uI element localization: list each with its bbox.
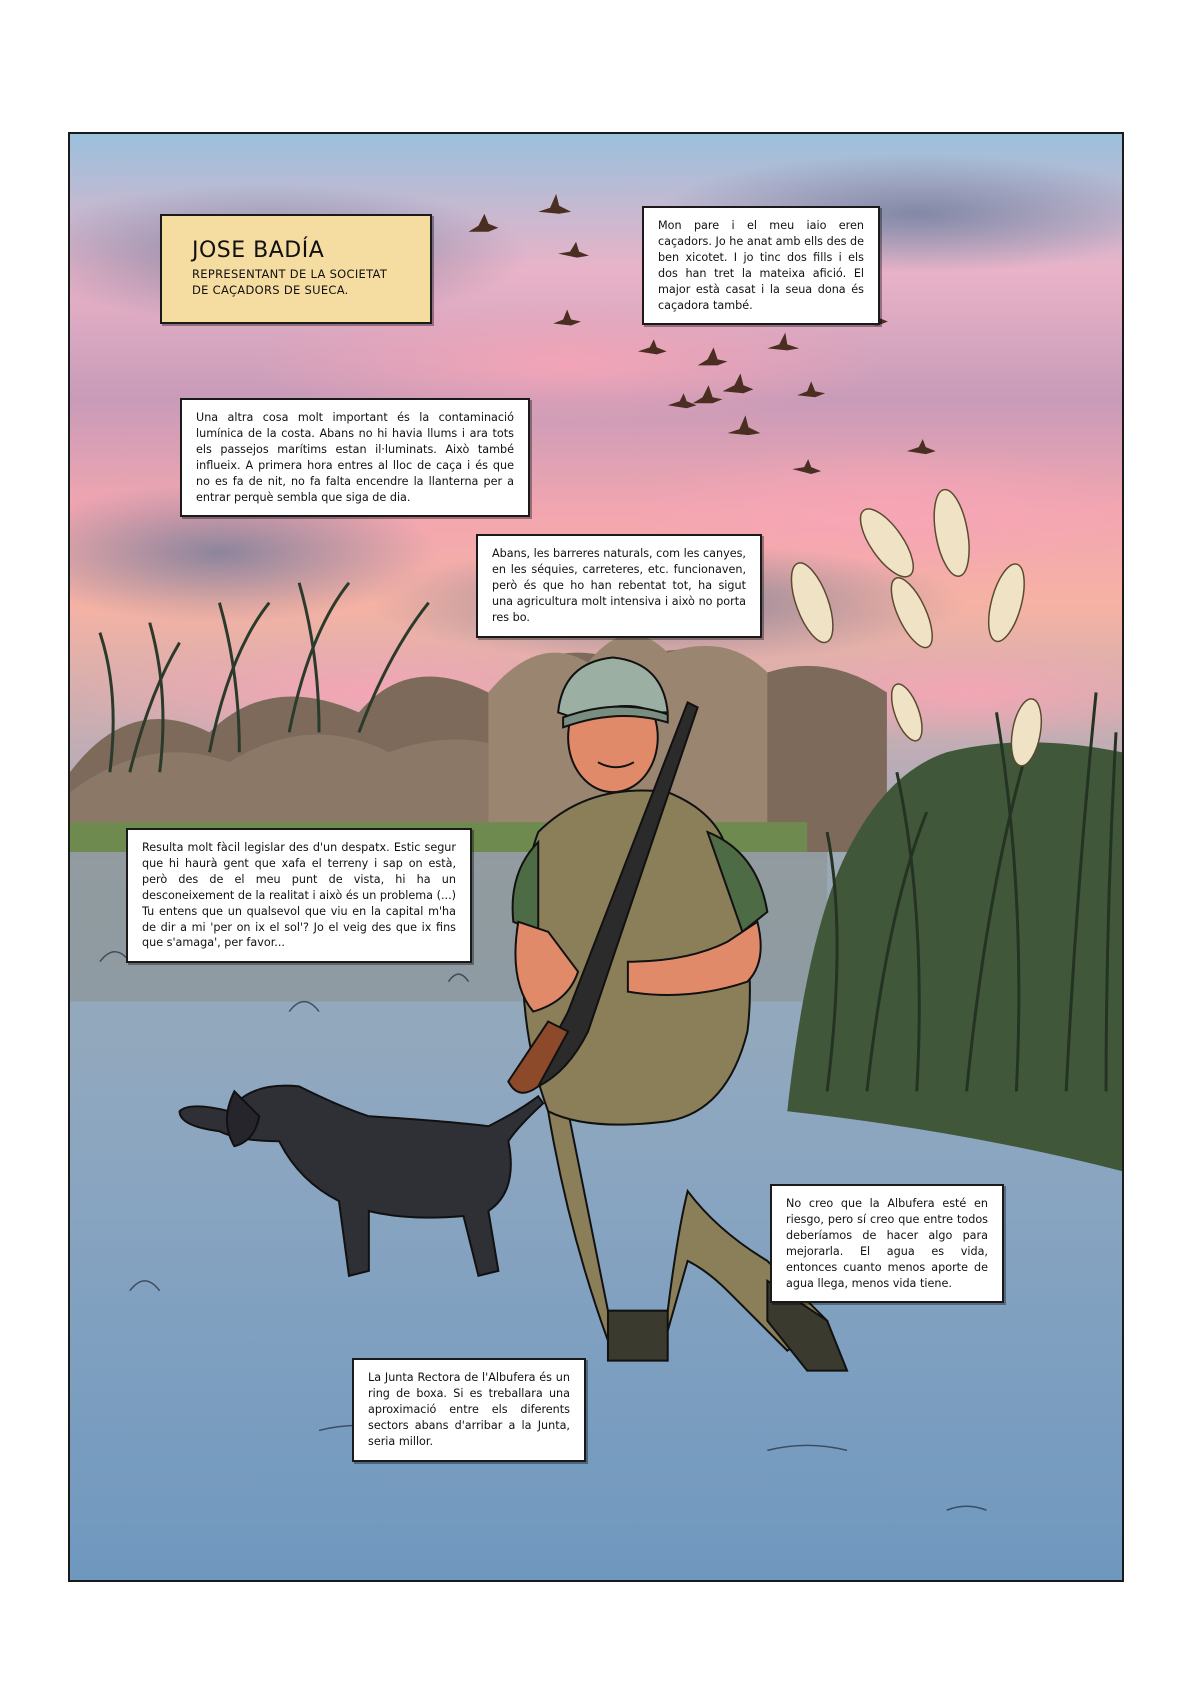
caption-light-pollution: Una altra cosa molt important és la contaminació lumínica de la costa. Abans no hi havia llums i ara tots els passejos marítims estan il·luminats. Això també influeix. A primera hora entres al lloc de caça i és que no es fa de nit, no fa falta encendre la llanterna per a entrar perquè sembla que siga de dia. (180, 398, 530, 517)
interviewee-name: JOSE BADÍA (192, 238, 325, 263)
caption-junta-rectora: La Junta Rectora de l'Albufera és un ring de boxa. Si es treballara una aproximació entre els diferents sectors abans d'arribar a la Junta, seria millor. (352, 1358, 586, 1462)
caption-legislation: Resulta molt fàcil legislar des d'un despatx. Estic segur que hi haurà gent que xafa el terreny i sap on està, però des de el meu punt de vista, hi ha un desconeixement de la realitat i això és un problema (...) Tu entens que un qualsevol que viu en la capital m'ha de dir a mi 'per on ix el sol'? Jo el veig des que ix fins que s'amaga', per favor... (126, 828, 472, 963)
comic-panel (68, 132, 1124, 1582)
caption-family: Mon pare i el meu iaio eren caçadors. Jo he anat amb ells des de ben xicotet. I jo tinc dos fills i els dos han tret la mateixa afició. El major està casat i la seua dona és caçadora també. (642, 206, 880, 325)
interviewee-role-line-1: REPRESENTANT DE LA SOCIETAT (192, 267, 388, 281)
caption-albufera-risk: No creo que la Albufera esté en riesgo, pero sí creo que entre todos deberíamos de hacer algo para mejorarla. El agua es vida, entonces cuanto menos aporte de agua llega, menos vida tiene. (770, 1184, 1004, 1303)
interviewee-role-line-2: DE CAÇADORS DE SUECA. (192, 282, 349, 297)
interviewee-name-box (160, 214, 432, 324)
caption-natural-barriers: Abans, les barreres naturals, com les canyes, en les séquies, carreteres, etc. funcionaven, però és que ho han rebentat tot, ha sigut una agricultura molt intensiva i això no porta res bo. (476, 534, 762, 638)
